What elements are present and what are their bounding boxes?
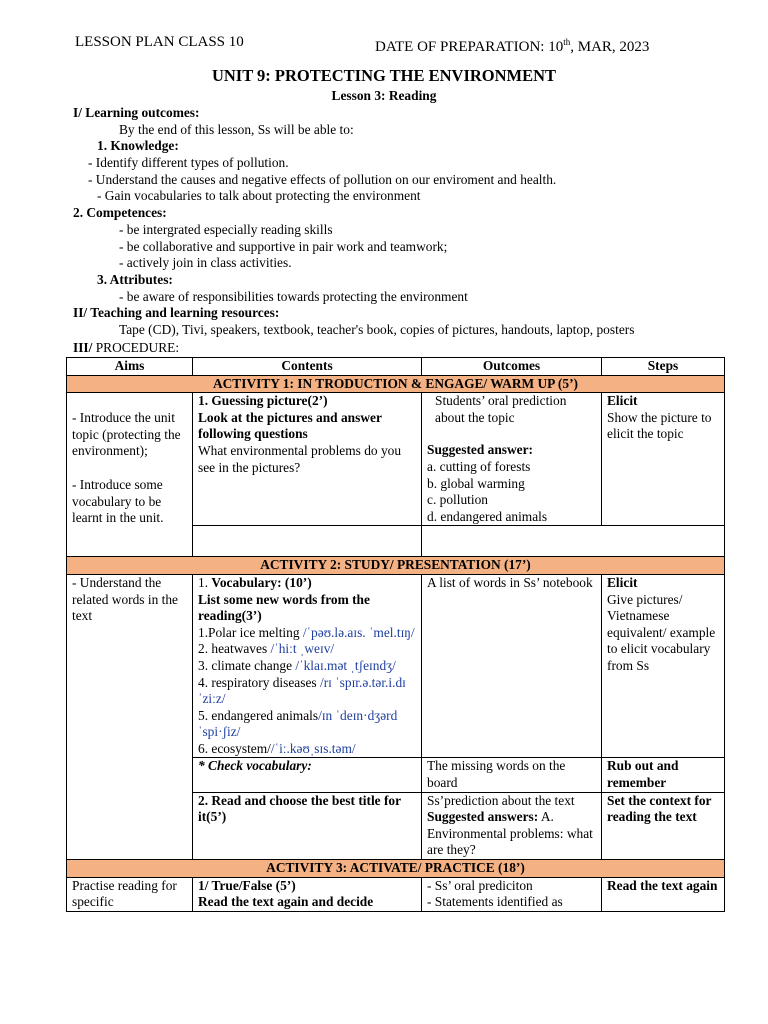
vocab-ipa: /ˈiː.kəʊˌsɪs.təm/	[270, 740, 356, 756]
knowledge-heading: 1. Knowledge:	[97, 138, 179, 153]
section-learning-outcomes: I/ Learning outcomes:	[73, 105, 200, 120]
content-title: 1. Guessing picture(2’)	[198, 393, 328, 409]
outcomes-cell	[422, 792, 602, 859]
answer-text: A. Environmental problems: what are they?	[427, 809, 593, 858]
section-resources: II/ Teaching and learning resources:	[73, 305, 280, 320]
aims-cell: Practise reading for specific	[67, 877, 193, 911]
table-row	[67, 393, 725, 526]
vocab-ipa: /ˈklaɪ.mət ˌtʃeɪndʒ/	[295, 657, 396, 673]
steps-cell: Rub out and remember	[602, 758, 725, 792]
activity-2-title: ACTIVITY 2: STUDY/ PRESENTATION (17’)	[67, 557, 725, 575]
attribute-item: - be aware of responsibilities towards protecting the environment	[119, 289, 468, 304]
aims-text: - Introduce some vocabulary to be learnt in the unit.	[72, 476, 164, 526]
date-prefix: DATE OF PREPARATION: 10	[375, 39, 564, 55]
header-outcomes: Outcomes	[422, 358, 602, 376]
vocab-item	[198, 658, 416, 675]
outcomes-cell	[422, 877, 602, 911]
aims-cell	[67, 393, 193, 557]
vocab-label: Vocabulary	[211, 574, 278, 590]
vocab-ipa: /ˈpəʊ.lə.aɪs. ˈmel.tɪŋ/	[302, 624, 415, 640]
header-class: LESSON PLAN CLASS 10	[75, 34, 244, 50]
outcome-text: - Statements identified as	[427, 894, 563, 910]
knowledge-item: - Identify different types of pollution.	[88, 155, 289, 170]
header-aims: Aims	[67, 358, 193, 376]
activity-row	[67, 860, 725, 878]
outcome-text: Ss’prediction about the text	[427, 792, 575, 808]
answer-label: Suggested answers:	[427, 809, 539, 825]
outcome-text: - Ss’ oral prediciton	[427, 877, 533, 893]
vocab-word: 2. heatwaves	[198, 641, 271, 657]
knowledge-item: - Gain vocabularies to talk about protecting the environment	[97, 188, 421, 203]
date-suffix: , MAR, 2023	[570, 39, 650, 55]
vocab-ipa: /ɪn ˈdeɪn·dʒərd ˈspi·ʃiz/	[198, 707, 398, 740]
lesson-subtitle: Lesson 3: Reading	[331, 88, 437, 103]
answer-item: c. pollution	[427, 492, 488, 508]
header-steps: Steps	[602, 358, 725, 376]
outcome-text: Students’ oral prediction about the topic	[435, 393, 567, 425]
steps-cell: Set the context for reading the text	[602, 792, 725, 859]
answer-item: d. endangered animals	[427, 508, 548, 524]
contents-cell	[193, 526, 422, 557]
table-row	[67, 574, 725, 758]
header-date	[375, 34, 649, 56]
contents-cell	[193, 393, 422, 526]
vocab-title	[198, 575, 416, 592]
contents-cell: * Check vocabulary:	[193, 758, 422, 792]
vocab-item	[198, 625, 416, 642]
vocab-num: 1.	[198, 574, 212, 590]
table-header-row	[67, 358, 725, 376]
content-question: What environmental problems do you see in the pictures?	[198, 442, 402, 475]
vocab-ipa: /rɪ ˈspɪr.ə.tər.i.dɪˈziːz/	[198, 674, 406, 707]
activity-row	[67, 557, 725, 575]
steps-cell	[602, 574, 725, 758]
steps-cell: Read the text again	[602, 877, 725, 911]
outcome-answer	[427, 809, 596, 859]
competence-item: - be collaborative and supportive in pair work and teamwork;	[119, 239, 448, 254]
vocab-item	[198, 708, 416, 741]
vocab-word: 5. endangered animals	[198, 707, 319, 723]
unit-title: UNIT 9: PROTECTING THE ENVIRONMENT	[211, 66, 557, 85]
task-instruction: Read the text again and decide	[198, 894, 374, 910]
aims-text: - Introduce the unit topic (protecting the environment);	[72, 410, 181, 459]
activity-row	[67, 375, 725, 393]
procedure-label: PROCEDURE:	[92, 340, 180, 355]
resources-list: Tape (CD), Tivi, speakers, textbook, teacher's book, copies of pictures, handouts, laptop, posters	[119, 322, 635, 337]
vocab-ipa: /ˈhiːt ˌweɪv/	[270, 641, 335, 657]
outcomes-cell	[422, 393, 602, 526]
header-contents: Contents	[193, 358, 422, 376]
competence-item: - be intergrated especially reading skills	[119, 222, 333, 237]
aims-cell: - Understand the related words in the text	[67, 574, 193, 859]
vocab-word: 3. climate change	[198, 657, 296, 673]
vocab-item	[198, 641, 416, 658]
vocab-item	[198, 741, 416, 758]
contents-cell: 2. Read and choose the best title for it(5’)	[193, 792, 422, 859]
competences-heading: 2. Competences:	[73, 205, 167, 220]
step-label: Elicit	[607, 574, 638, 590]
competence-item: - actively join in class activities.	[119, 255, 292, 270]
table-row	[67, 877, 725, 911]
step-label: Elicit	[607, 393, 638, 409]
knowledge-item: - Understand the causes and negative effects of pollution on our enviroment and health.	[88, 172, 557, 187]
suggested-label: Suggested answer:	[427, 442, 534, 458]
outcomes-cell: A list of words in Ss’ notebook	[422, 574, 602, 758]
outcomes-cell: The missing words on the board	[422, 758, 602, 792]
vocab-word: 1.Polar ice melting	[198, 624, 303, 640]
date-sup: th	[563, 37, 571, 47]
procedure-table	[66, 357, 725, 912]
procedure-num: III/	[73, 340, 93, 355]
activity-3-title: ACTIVITY 3: ACTIVATE/ PRACTICE (18’)	[67, 860, 725, 878]
contents-cell	[193, 877, 422, 911]
answer-item: b. global warming	[427, 475, 525, 491]
vocab-item	[198, 675, 416, 708]
outcomes-intro: By the end of this lesson, Ss will be able to:	[119, 122, 354, 137]
section-procedure	[73, 340, 179, 357]
step-text: Show the picture to elicit the topic	[607, 409, 712, 442]
content-instruction: Look at the pictures and answer following questions	[198, 409, 382, 442]
task-title: 1/ True/False (5’)	[198, 877, 296, 893]
vocab-word: 6. ecosystem/	[198, 740, 271, 756]
vocab-time: : (10’)	[277, 574, 312, 590]
contents-cell	[193, 574, 422, 758]
step-text: Give pictures/ Vietnamese equivalent/ example to elicit vocabulary from Ss	[607, 591, 716, 673]
vocab-instruction: List some new words from the reading(3’)	[198, 591, 370, 624]
attributes-heading: 3. Attributes:	[97, 272, 173, 287]
vocab-word: 4. respiratory diseases	[198, 674, 320, 690]
activity-1-title: ACTIVITY 1: IN TRODUCTION & ENGAGE/ WARM UP (5’)	[67, 375, 725, 393]
answer-item: a. cutting of forests	[427, 458, 531, 474]
steps-cell	[602, 393, 725, 526]
empty-cell	[422, 526, 725, 557]
